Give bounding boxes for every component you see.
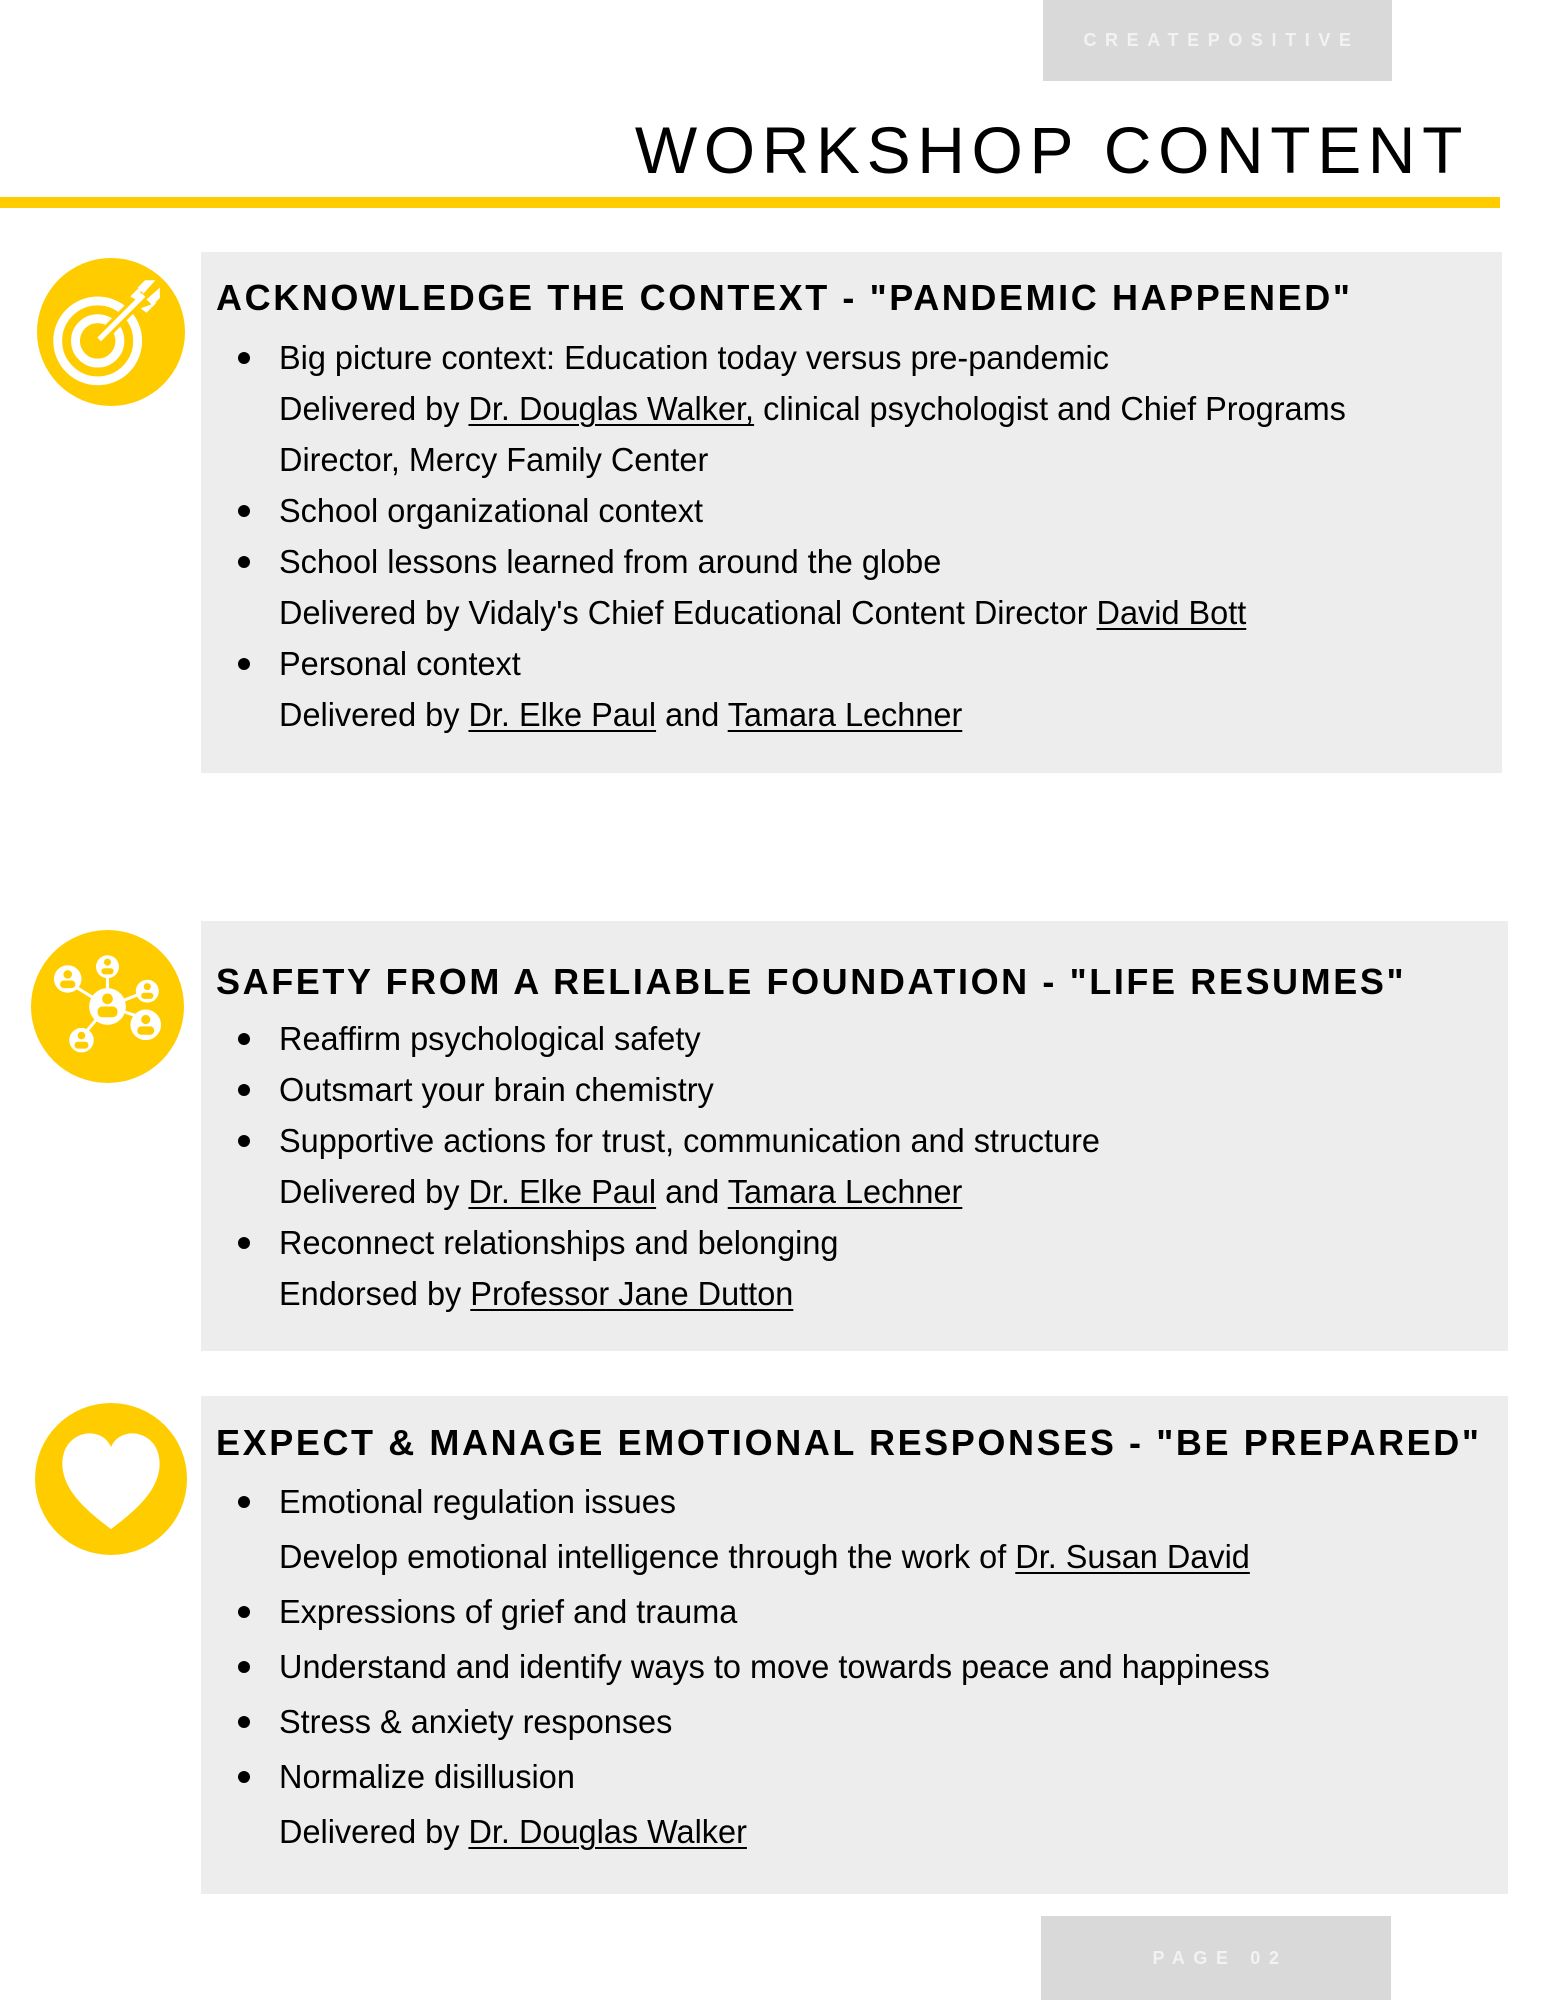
section-card-emotional bbox=[201, 1396, 1508, 1894]
text-run: Endorsed by bbox=[279, 1275, 471, 1312]
list-item bbox=[201, 1694, 1508, 1749]
text-run: Delivered by bbox=[279, 1813, 469, 1850]
item-credit bbox=[279, 1529, 1488, 1584]
list-item bbox=[201, 1474, 1508, 1584]
item-text bbox=[279, 485, 1482, 536]
text-run: Delivered by Vidaly's Chief Educational Content Director bbox=[279, 594, 1097, 631]
list-item bbox=[201, 332, 1502, 485]
brand-tag bbox=[1043, 0, 1392, 81]
list-item bbox=[201, 1584, 1508, 1639]
presenter-link[interactable]: Tamara Lechner bbox=[727, 696, 963, 733]
bullet-icon bbox=[238, 1084, 250, 1096]
item-text bbox=[279, 1474, 1488, 1529]
text-run: Expressions of grief and trauma bbox=[279, 1593, 738, 1630]
text-run: Delivered by bbox=[279, 390, 469, 427]
text-run: Emotional regulation issues bbox=[279, 1483, 676, 1520]
list-item bbox=[201, 1217, 1508, 1319]
item-text bbox=[279, 638, 1482, 689]
presenter-link[interactable]: Tamara Lechner bbox=[727, 1173, 963, 1210]
item-text bbox=[279, 1115, 1488, 1166]
heart-icon bbox=[35, 1403, 187, 1555]
bullet-icon bbox=[238, 1606, 250, 1618]
list-item bbox=[201, 1064, 1508, 1115]
text-run: Reconnect relationships and belonging bbox=[279, 1224, 839, 1261]
bullet-list bbox=[201, 1474, 1508, 1859]
item-text bbox=[279, 1013, 1488, 1064]
presenter-link[interactable]: Dr. Elke Paul bbox=[468, 1173, 657, 1210]
section-card-context bbox=[201, 252, 1502, 773]
item-credit bbox=[279, 383, 1482, 434]
item-text bbox=[279, 1584, 1488, 1639]
bullet-icon bbox=[238, 352, 250, 364]
bullet-icon bbox=[238, 1661, 250, 1673]
text-run: School lessons learned from around the globe bbox=[279, 543, 942, 580]
bullet-list bbox=[201, 1013, 1508, 1319]
list-item bbox=[201, 1749, 1508, 1859]
item-credit bbox=[279, 1804, 1488, 1859]
text-run: Delivered by bbox=[279, 1173, 469, 1210]
item-text bbox=[279, 536, 1482, 587]
section-heading: SAFETY FROM A RELIABLE FOUNDATION - "LIFE RESUMES" bbox=[216, 961, 1407, 1002]
text-run: School organizational context bbox=[279, 492, 704, 529]
text-run: Outsmart your brain chemistry bbox=[279, 1071, 714, 1108]
item-credit bbox=[279, 587, 1482, 638]
page-title: WORKSHOP CONTENT bbox=[634, 113, 1469, 187]
presenter-link[interactable]: Dr. Douglas Walker bbox=[468, 1813, 747, 1850]
list-item bbox=[201, 1639, 1508, 1694]
text-run: Personal context bbox=[279, 645, 521, 682]
presenter-link[interactable]: Professor Jane Dutton bbox=[470, 1275, 794, 1312]
bullet-icon bbox=[238, 1237, 250, 1249]
item-text bbox=[279, 1694, 1488, 1749]
bullet-icon bbox=[238, 1496, 250, 1508]
item-text bbox=[279, 1064, 1488, 1115]
bullet-icon bbox=[238, 556, 250, 568]
bullet-icon bbox=[238, 1771, 250, 1783]
item-credit bbox=[279, 689, 1482, 740]
network-people-icon bbox=[31, 930, 184, 1083]
list-item bbox=[201, 1115, 1508, 1217]
item-text bbox=[279, 1749, 1488, 1804]
section-card-safety bbox=[201, 921, 1508, 1351]
text-run: Supportive actions for trust, communication and structure bbox=[279, 1122, 1100, 1159]
section-heading: EXPECT & MANAGE EMOTIONAL RESPONSES - "BE PREPARED" bbox=[216, 1422, 1482, 1463]
item-text bbox=[279, 332, 1482, 383]
presenter-link[interactable]: Dr. Elke Paul bbox=[468, 696, 657, 733]
text-run: Reaffirm psychological safety bbox=[279, 1020, 701, 1057]
target-icon bbox=[37, 258, 185, 406]
item-credit bbox=[279, 1268, 1488, 1319]
text-run: Normalize disillusion bbox=[279, 1758, 575, 1795]
item-credit bbox=[279, 1166, 1488, 1217]
bullet-icon bbox=[238, 658, 250, 670]
bullet-icon bbox=[238, 1033, 250, 1045]
presenter-link[interactable]: Dr. Susan David bbox=[1015, 1538, 1250, 1575]
page-number-tag bbox=[1041, 1916, 1391, 2000]
bullet-icon bbox=[238, 505, 250, 517]
item-text bbox=[279, 1639, 1488, 1694]
list-item bbox=[201, 1013, 1508, 1064]
section-heading: ACKNOWLEDGE THE CONTEXT - "PANDEMIC HAPPENED" bbox=[216, 277, 1353, 318]
presenter-link[interactable]: David Bott bbox=[1096, 594, 1247, 631]
page-number: PAGE 02 bbox=[1152, 1947, 1288, 1968]
text-run: Develop emotional intelligence through the work of bbox=[279, 1538, 1016, 1575]
title-underline-rule bbox=[0, 197, 1500, 208]
text-run: Big picture context: Education today versus pre-pandemic bbox=[279, 339, 1109, 376]
text-run: and bbox=[656, 696, 728, 733]
list-item bbox=[201, 638, 1502, 740]
text-run: clinical psychologist and Chief Programs bbox=[754, 390, 1346, 427]
text-run: Delivered by bbox=[279, 696, 469, 733]
text-run: Understand and identify ways to move towards peace and happiness bbox=[279, 1648, 1270, 1685]
item-text bbox=[279, 1217, 1488, 1268]
item-credit bbox=[279, 434, 1482, 485]
presenter-link[interactable]: Dr. Douglas Walker, bbox=[468, 390, 755, 427]
text-run: Director, Mercy Family Center bbox=[279, 441, 709, 478]
list-item bbox=[201, 536, 1502, 638]
bullet-icon bbox=[238, 1135, 250, 1147]
brand-name: CREATEPOSITIVE bbox=[1083, 30, 1360, 50]
text-run: Stress & anxiety responses bbox=[279, 1703, 673, 1740]
list-item bbox=[201, 485, 1502, 536]
bullet-icon bbox=[238, 1716, 250, 1728]
text-run: and bbox=[656, 1173, 728, 1210]
bullet-list bbox=[201, 332, 1502, 740]
